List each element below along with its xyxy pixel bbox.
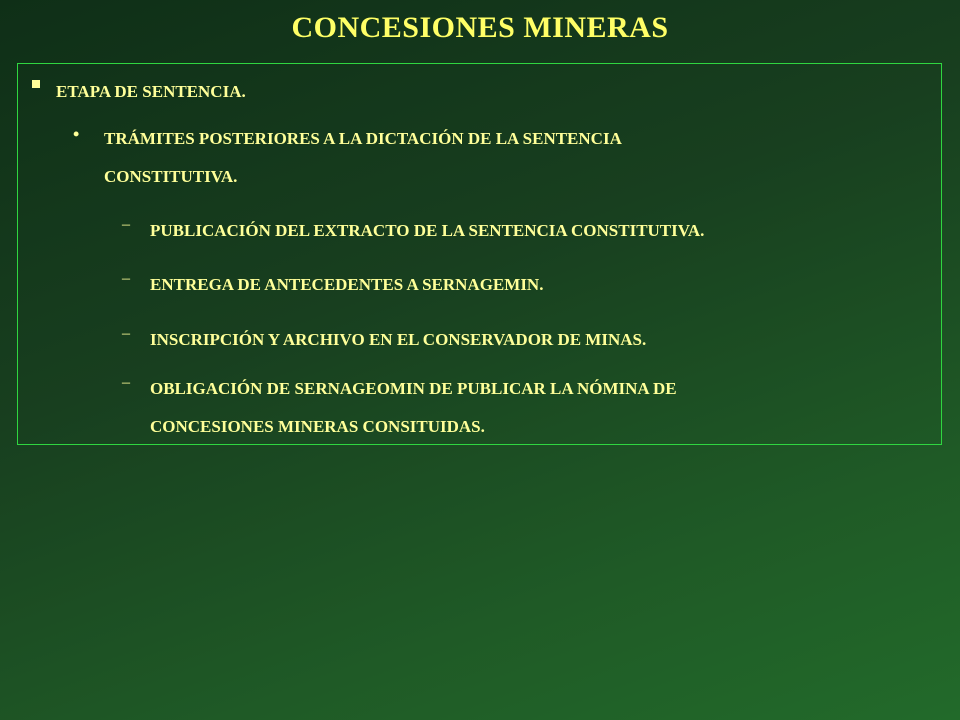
square-bullet-icon bbox=[32, 80, 40, 88]
dash-bullet-icon: – bbox=[122, 270, 130, 287]
outline-level2-line2: CONSTITUTIVA. bbox=[104, 167, 238, 186]
dash-bullet-icon: – bbox=[122, 216, 130, 233]
content-box bbox=[17, 63, 942, 445]
outline-level1-text: ETAPA DE SENTENCIA. bbox=[56, 82, 246, 101]
dash-bullet-icon: – bbox=[122, 374, 130, 391]
outline-level3-item-4-line2: CONCESIONES MINERAS CONSITUIDAS. bbox=[150, 417, 485, 436]
outline-level3-item-3: INSCRIPCIÓN Y ARCHIVO EN EL CONSERVADOR DE MINAS. bbox=[150, 330, 647, 349]
outline-level2-line1: TRÁMITES POSTERIORES A LA DICTACIÓN DE LA SENTENCIA bbox=[104, 129, 622, 148]
slide-title: CONCESIONES MINERAS bbox=[291, 11, 669, 44]
outline-level3-item-2: ENTREGA DE ANTECEDENTES A SERNAGEMIN. bbox=[150, 275, 544, 294]
dash-bullet-icon: – bbox=[122, 325, 130, 342]
outline-level3-item-4-line1: OBLIGACIÓN DE SERNAGEOMIN DE PUBLICAR LA NÓMINA DE bbox=[150, 379, 677, 398]
outline-level3-item-1: PUBLICACIÓN DEL EXTRACTO DE LA SENTENCIA CONSTITUTIVA. bbox=[150, 221, 705, 240]
outline-level2-text bbox=[104, 120, 824, 196]
round-bullet-icon: • bbox=[73, 124, 80, 144]
outline-level3-item-4 bbox=[150, 370, 920, 446]
